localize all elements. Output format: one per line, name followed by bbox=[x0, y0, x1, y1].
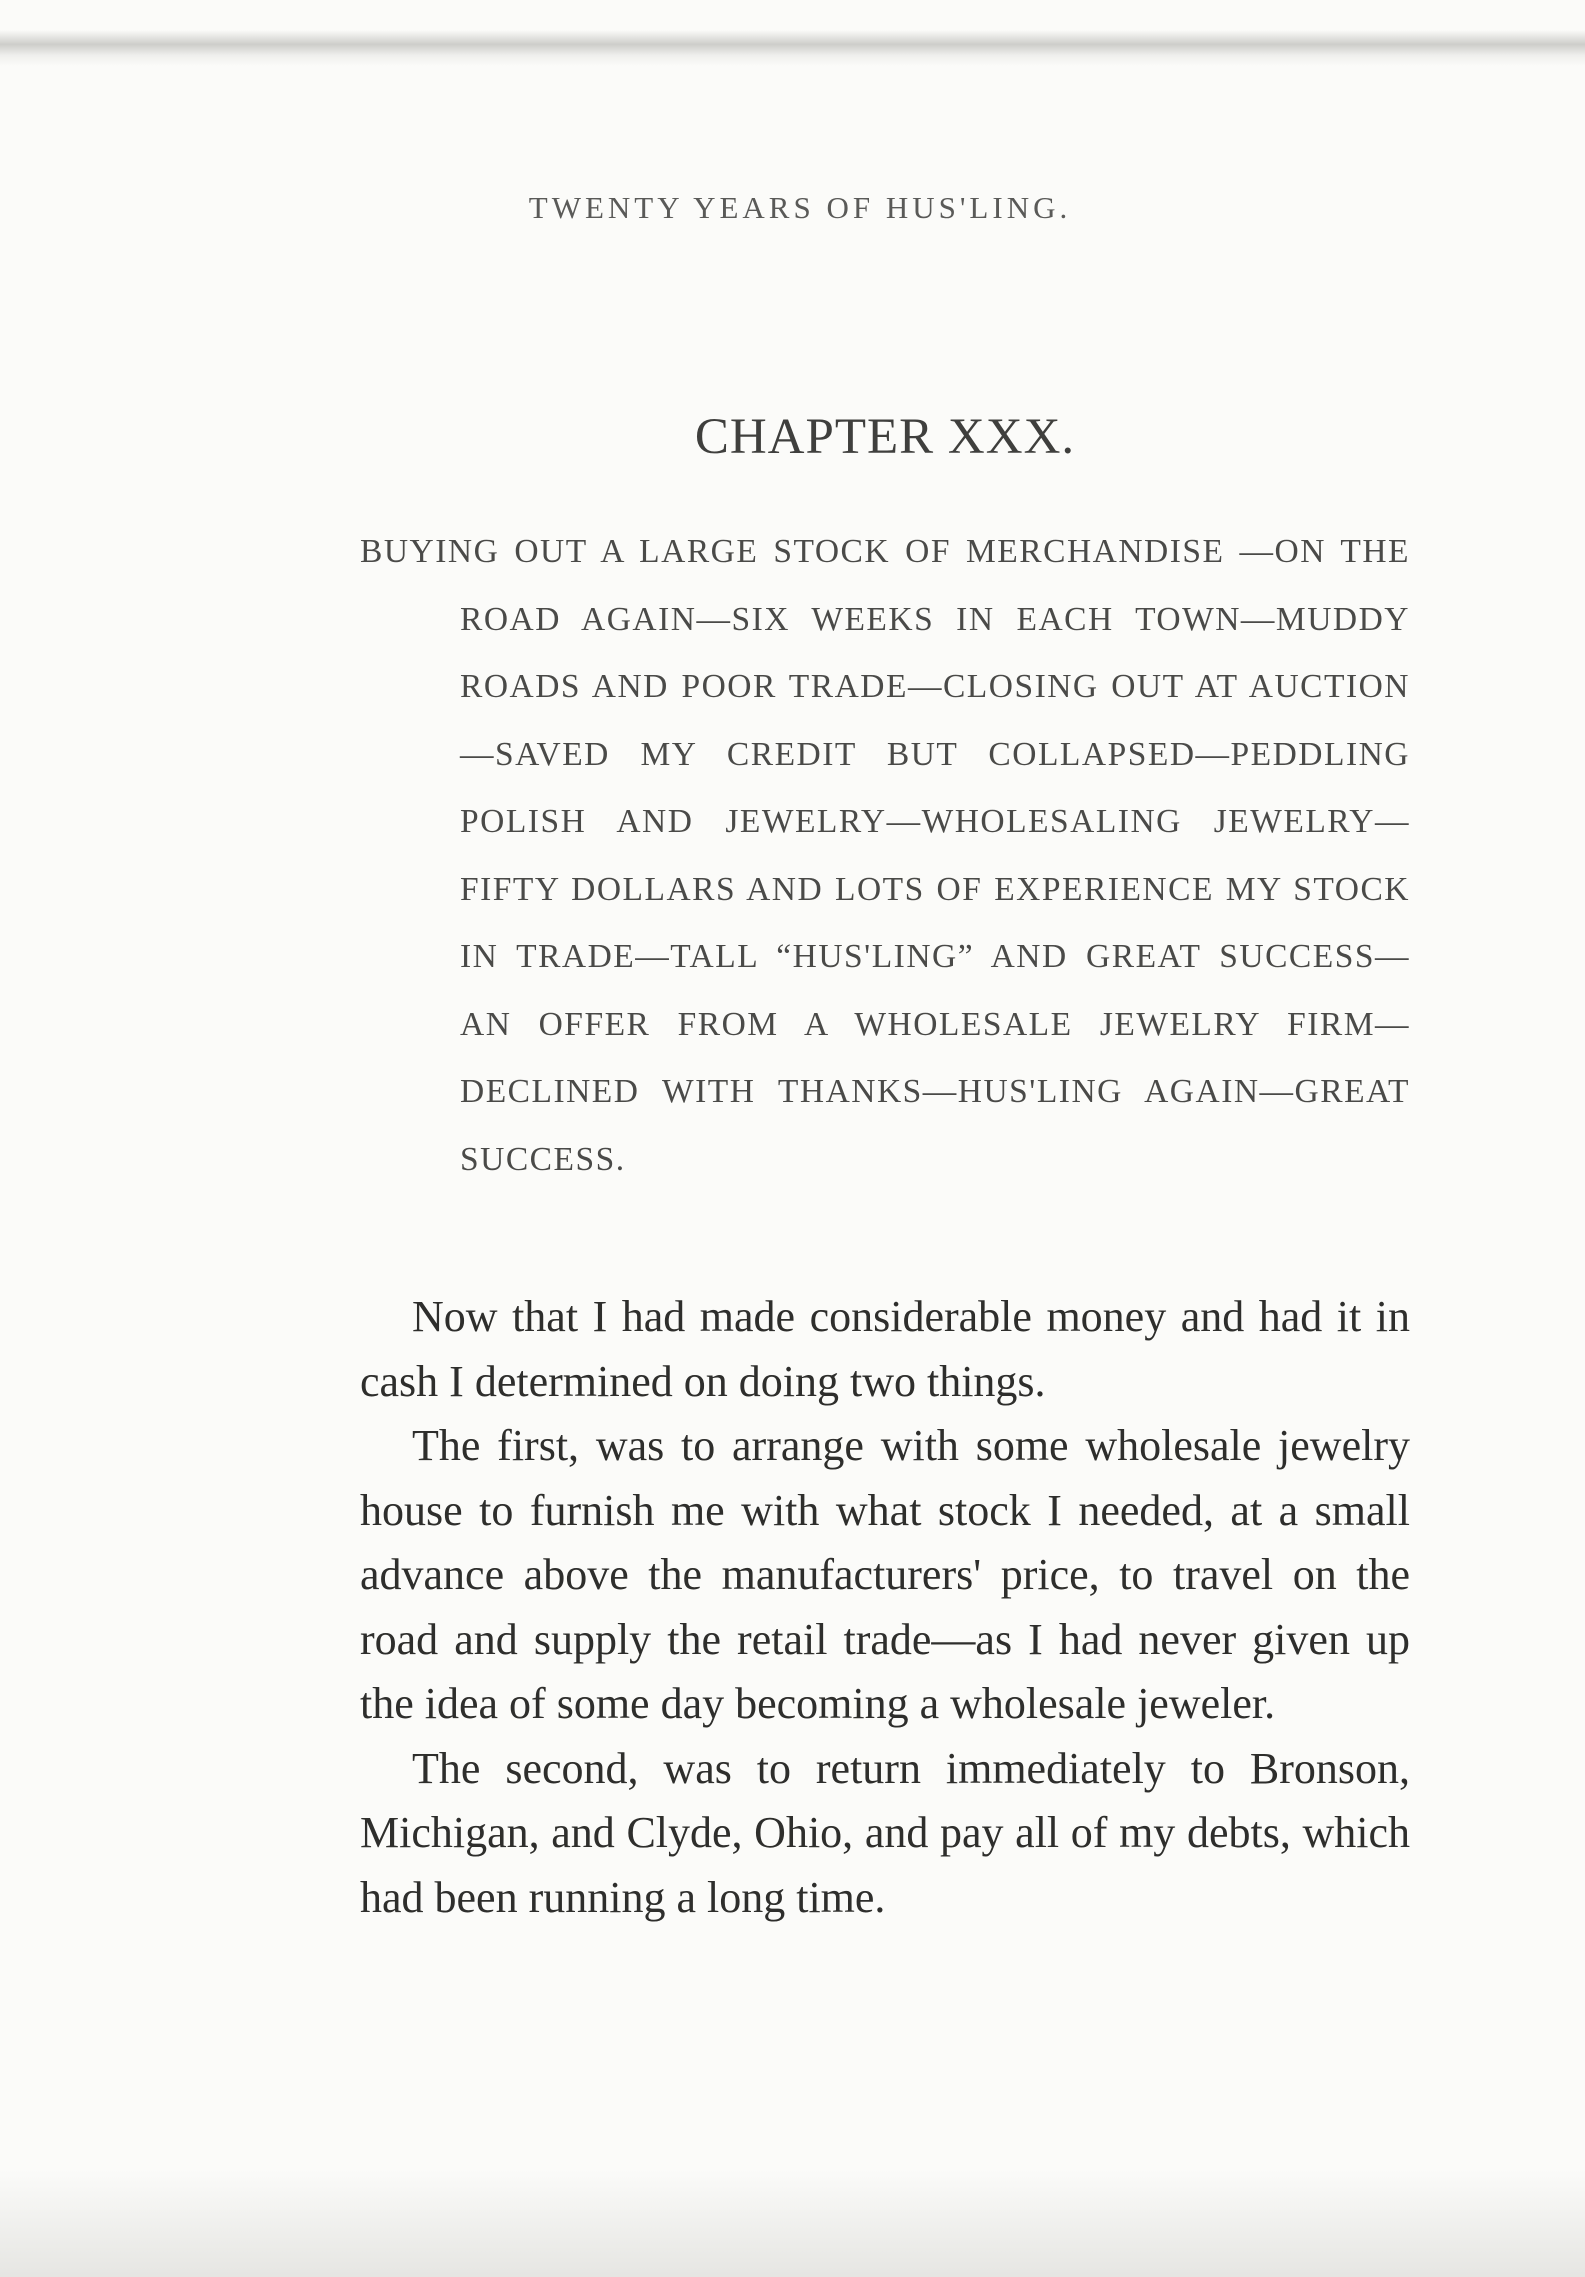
chapter-title: CHAPTER XXX. bbox=[694, 409, 1076, 465]
chapter-synopsis: BUYING OUT A LARGE STOCK OF MERCHANDISE —ON THE ROAD AGAIN—SIX WEEKS IN EACH TOWN—MUDDY ROADS AND POOR TRADE—CLOSING OUT AT AUCTION—SAVED MY CREDIT BUT COLLAPSED—PEDDLING POLISH AND JEWELRY—WHOLESALING JEWELRY—FIFTY DOLLARS AND LOTS OF EXPERIENCE MY STOCK IN TRADE—TALL “HUS'LING” AND GREAT SUCCESS—AN OFFER FROM A WHOLESALE JEWELRY FIRM—DECLINED WITH THANKS—HUS'LING AGAIN—GREAT SUCCESS. bbox=[360, 533, 1410, 1178]
paragraph: Now that I had made considerable money and had it in cash I determined on doing two things. bbox=[360, 1292, 1410, 1406]
body-text bbox=[360, 1285, 1410, 1930]
scan-edge-top bbox=[0, 30, 1585, 66]
running-head: TWENTY YEARS OF HUS'LING. bbox=[528, 190, 1072, 225]
scan-edge-bottom bbox=[0, 2170, 1585, 2277]
paragraph: The second, was to return immediately to Bronson, Michigan, and Clyde, Ohio, and pay all of my debts, which had been running a long time. bbox=[360, 1743, 1410, 1922]
paragraph: The first, was to arrange with some wholesale jewelry house to furnish me with what stock I needed, at a small advance above the manufacturers' price, to travel on the road and supply the retail trade—as I had never given up the idea of some day becoming a wholesale jeweler. bbox=[360, 1421, 1410, 1728]
